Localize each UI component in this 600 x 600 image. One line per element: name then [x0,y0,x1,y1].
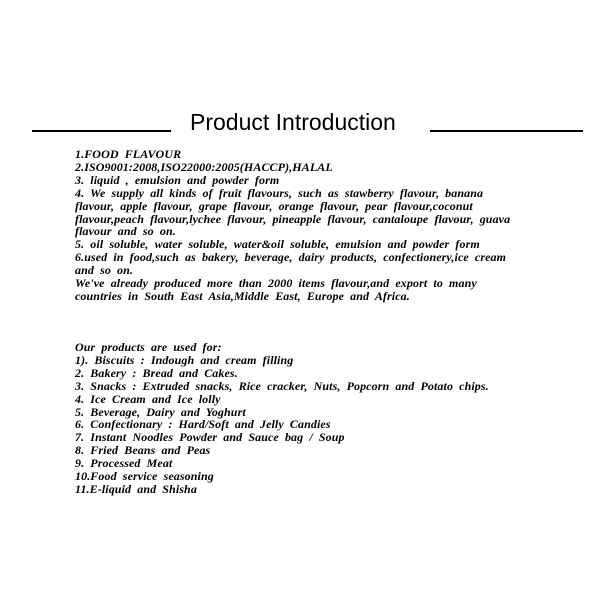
intro-line: 6.used in food,such as bakery, beverage, dairy products, confectionery,ice cream [75,250,507,265]
intro-line: 4. We supply all kinds of fruit flavours, such as stawberry flavour, banana [75,185,484,200]
intro-line: and so on. [75,263,134,278]
intro-line: 3. liquid , emulsion and powder form [75,172,280,187]
intro-line: flavour,peach flavour,lychee flavour, pineapple flavour, cantaloupe flavour, guava [75,211,511,226]
intro-section [75,148,545,303]
uses-item: 7. Instant Noodles Powder and Sauce bag / Soup [75,430,345,445]
intro-line: flavour, apple flavour, grape flavour, orange flavour, pear flavour,coconut [75,198,473,213]
uses-item: 10.Food service seasoning [75,469,214,484]
intro-line: 1.FOOD FLAVOUR [75,147,182,161]
uses-item: 8. Fried Beans and Peas [75,443,211,458]
uses-item: 4. Ice Cream and Ice lolly [75,391,221,406]
uses-item: 6. Confectionary : Hard/Soft and Jelly Candies [75,417,331,432]
intro-line: 5. oil soluble, water soluble, water&oil soluble, emulsion and powder form [75,237,480,252]
intro-line: 2.ISO9001:2008,ISO22000:2005(HACCP),HALAL [75,159,333,174]
uses-heading: Our products are used for: [75,340,222,354]
intro-line: countries in South East Asia,Middle East, Europe and Africa. [75,288,410,303]
page-title: Product Introduction [190,109,396,135]
uses-item: 1). Biscuits : Indough and cream filling [75,352,294,367]
uses-section [75,341,545,496]
uses-item: 3. Snacks : Extruded snacks, Rice cracker, Nuts, Popcorn and Potato chips. [75,378,489,393]
intro-line: We've already produced more than 2000 items flavour,and export to many [75,276,477,291]
intro-line: flavour and so on. [75,224,176,239]
title-rule-right [430,130,583,132]
uses-item: 5. Beverage, Dairy and Yoghurt [75,404,246,419]
uses-item: 9. Processed Meat [75,456,173,471]
title-rule-left [32,130,171,132]
uses-item: 11.E-liquid and Shisha [75,481,197,496]
uses-item: 2. Bakery : Bread and Cakes. [75,365,238,380]
page-header [0,108,600,140]
